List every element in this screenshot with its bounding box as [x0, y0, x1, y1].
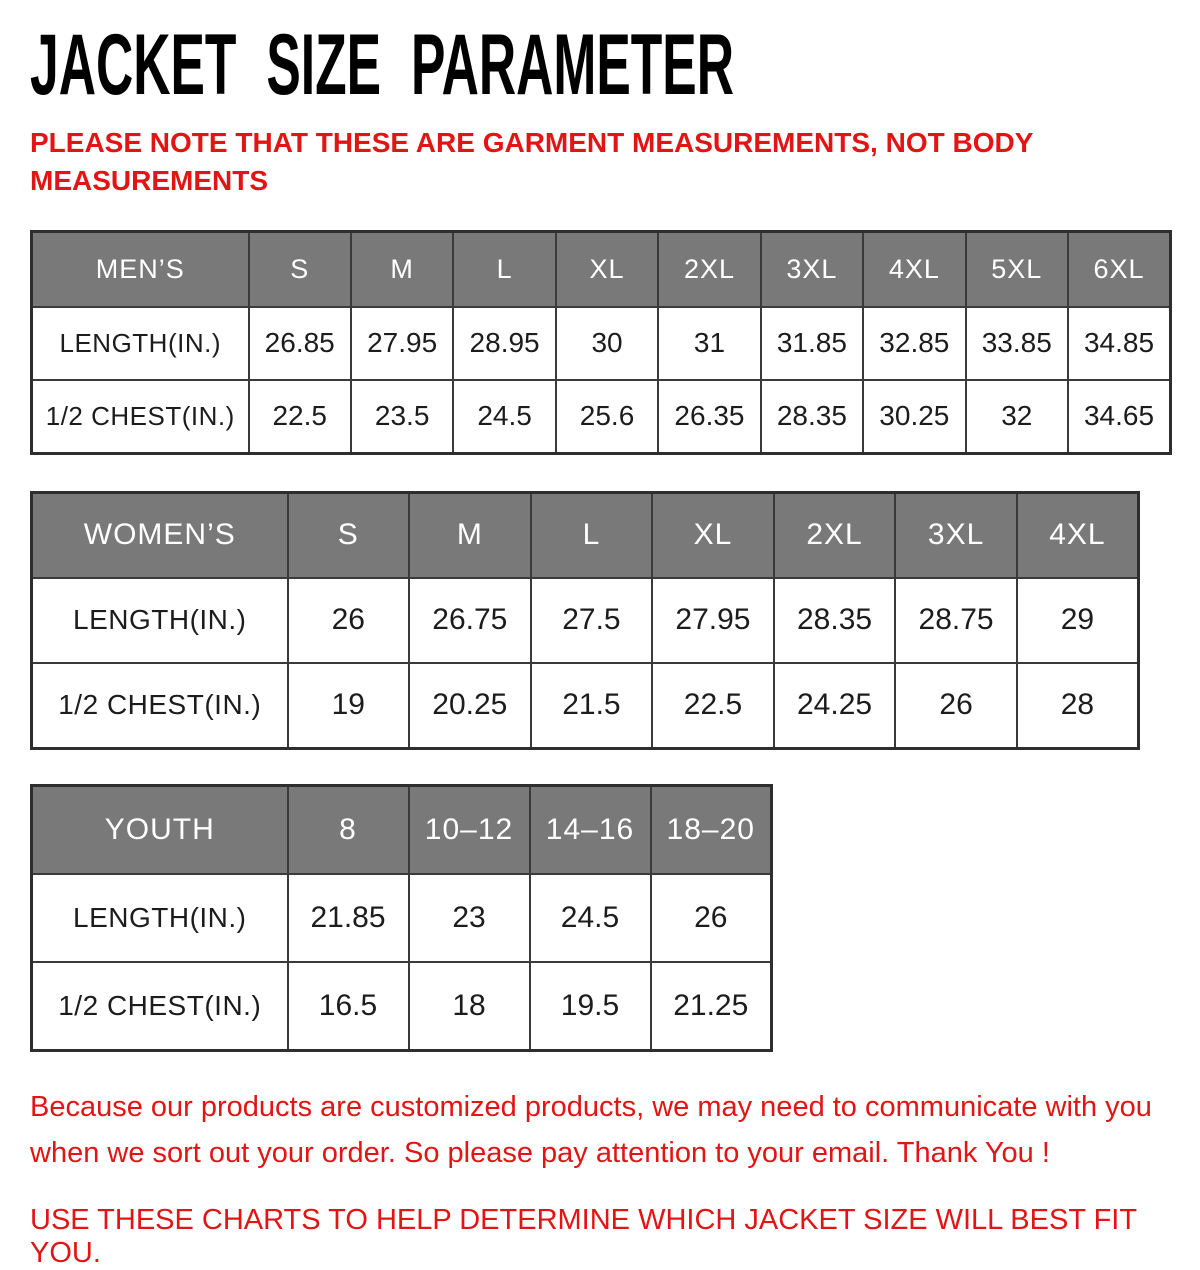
footer-line-2: when we sort out your order. So please pay attention to your email. Thank You !: [30, 1136, 1050, 1169]
youth-size-header: 10–12: [409, 785, 530, 874]
use-charts-note: USE THESE CHARTS TO HELP DETERMINE WHICH JACKET SIZE WILL BEST FIT YOU.: [30, 1204, 1137, 1270]
mens-measurement-value: 31: [658, 307, 760, 380]
mens-measurement-value: 26.35: [658, 380, 760, 454]
mens-row-label: LENGTH(IN.): [32, 307, 249, 380]
womens-row-label: LENGTH(IN.): [32, 578, 288, 663]
youth-size-header: 8: [288, 785, 409, 874]
womens-measurement-value: 28: [1017, 663, 1139, 749]
mens-size-header: 2XL: [658, 231, 760, 307]
youth-data-row: [32, 962, 772, 1051]
womens-header-row: [32, 492, 1139, 578]
womens-measurement-value: 20.25: [409, 663, 531, 749]
mens-size-header: 3XL: [761, 231, 863, 307]
page-title: JACKET SIZE PARAMETER: [30, 17, 734, 113]
mens-measurement-value: 22.5: [249, 380, 351, 454]
mens-measurement-value: 31.85: [761, 307, 863, 380]
mens-measurement-value: 32: [966, 380, 1068, 454]
youth-group-label: YOUTH: [32, 785, 288, 874]
womens-measurement-value: 27.5: [531, 578, 653, 663]
womens-measurement-value: 22.5: [652, 663, 774, 749]
mens-size-header: S: [249, 231, 351, 307]
mens-measurement-value: 30.25: [863, 380, 965, 454]
womens-data-row: [32, 578, 1139, 663]
womens-size-header: 3XL: [895, 492, 1017, 578]
youth-measurement-value: 24.5: [530, 874, 651, 962]
womens-size-header: S: [288, 492, 410, 578]
youth-measurement-value: 26: [651, 874, 772, 962]
womens-measurement-value: 27.95: [652, 578, 774, 663]
mens-measurement-value: 23.5: [351, 380, 453, 454]
womens-measurement-value: 28.75: [895, 578, 1017, 663]
youth-size-table: [30, 784, 773, 1052]
mens-size-header: L: [453, 231, 555, 307]
womens-measurement-value: 28.35: [774, 578, 896, 663]
womens-group-label: WOMEN’S: [32, 492, 288, 578]
youth-measurement-value: 19.5: [530, 962, 651, 1051]
youth-row-label: 1/2 CHEST(IN.): [32, 962, 288, 1051]
mens-size-header: 5XL: [966, 231, 1068, 307]
youth-header-row: [32, 785, 772, 874]
womens-size-header: XL: [652, 492, 774, 578]
youth-row-label: LENGTH(IN.): [32, 874, 288, 962]
youth-size-header: 18–20: [651, 785, 772, 874]
mens-measurement-value: 30: [556, 307, 658, 380]
youth-measurement-value: 21.85: [288, 874, 409, 962]
youth-size-header: 14–16: [530, 785, 651, 874]
youth-measurement-value: 18: [409, 962, 530, 1051]
mens-measurement-value: 27.95: [351, 307, 453, 380]
mens-measurement-value: 34.85: [1068, 307, 1171, 380]
womens-size-header: 4XL: [1017, 492, 1139, 578]
footer-notes: [30, 1084, 1200, 1270]
youth-measurement-value: 23: [409, 874, 530, 962]
womens-measurement-value: 19: [288, 663, 410, 749]
footer-line-1: Because our products are customized products, we may need to communicate with you: [30, 1090, 1152, 1123]
womens-size-table: [30, 491, 1140, 750]
womens-data-row: [32, 663, 1139, 749]
note-line-1: PLEASE NOTE THAT THESE ARE GARMENT MEASUREMENTS, NOT BODY: [30, 127, 1034, 158]
mens-measurement-value: 28.95: [453, 307, 555, 380]
mens-measurement-value: 33.85: [966, 307, 1068, 380]
mens-header-row: [32, 231, 1171, 307]
mens-size-header: 6XL: [1068, 231, 1171, 307]
youth-data-row: [32, 874, 772, 962]
mens-data-row: [32, 307, 1171, 380]
mens-size-header: 4XL: [863, 231, 965, 307]
youth-measurement-value: 16.5: [288, 962, 409, 1051]
womens-measurement-value: 21.5: [531, 663, 653, 749]
womens-size-header: 2XL: [774, 492, 896, 578]
womens-measurement-value: 26: [288, 578, 410, 663]
womens-measurement-value: 26.75: [409, 578, 531, 663]
mens-measurement-value: 34.65: [1068, 380, 1171, 454]
mens-measurement-value: 32.85: [863, 307, 965, 380]
mens-group-label: MEN’S: [32, 231, 249, 307]
womens-measurement-value: 29: [1017, 578, 1139, 663]
mens-row-label: 1/2 CHEST(IN.): [32, 380, 249, 454]
youth-measurement-value: 21.25: [651, 962, 772, 1051]
mens-size-table: [30, 230, 1172, 455]
womens-size-header: L: [531, 492, 653, 578]
womens-size-header: M: [409, 492, 531, 578]
mens-measurement-value: 24.5: [453, 380, 555, 454]
womens-row-label: 1/2 CHEST(IN.): [32, 663, 288, 749]
garment-measurement-note: [30, 124, 1200, 200]
mens-size-header: M: [351, 231, 453, 307]
note-line-2: MEASUREMENTS: [30, 164, 269, 196]
womens-measurement-value: 26: [895, 663, 1017, 749]
customized-products-note: [30, 1084, 1200, 1177]
mens-measurement-value: 28.35: [761, 380, 863, 454]
mens-measurement-value: 25.6: [556, 380, 658, 454]
mens-size-header: XL: [556, 231, 658, 307]
mens-data-row: [32, 380, 1171, 454]
womens-measurement-value: 24.25: [774, 663, 896, 749]
mens-measurement-value: 26.85: [249, 307, 351, 380]
